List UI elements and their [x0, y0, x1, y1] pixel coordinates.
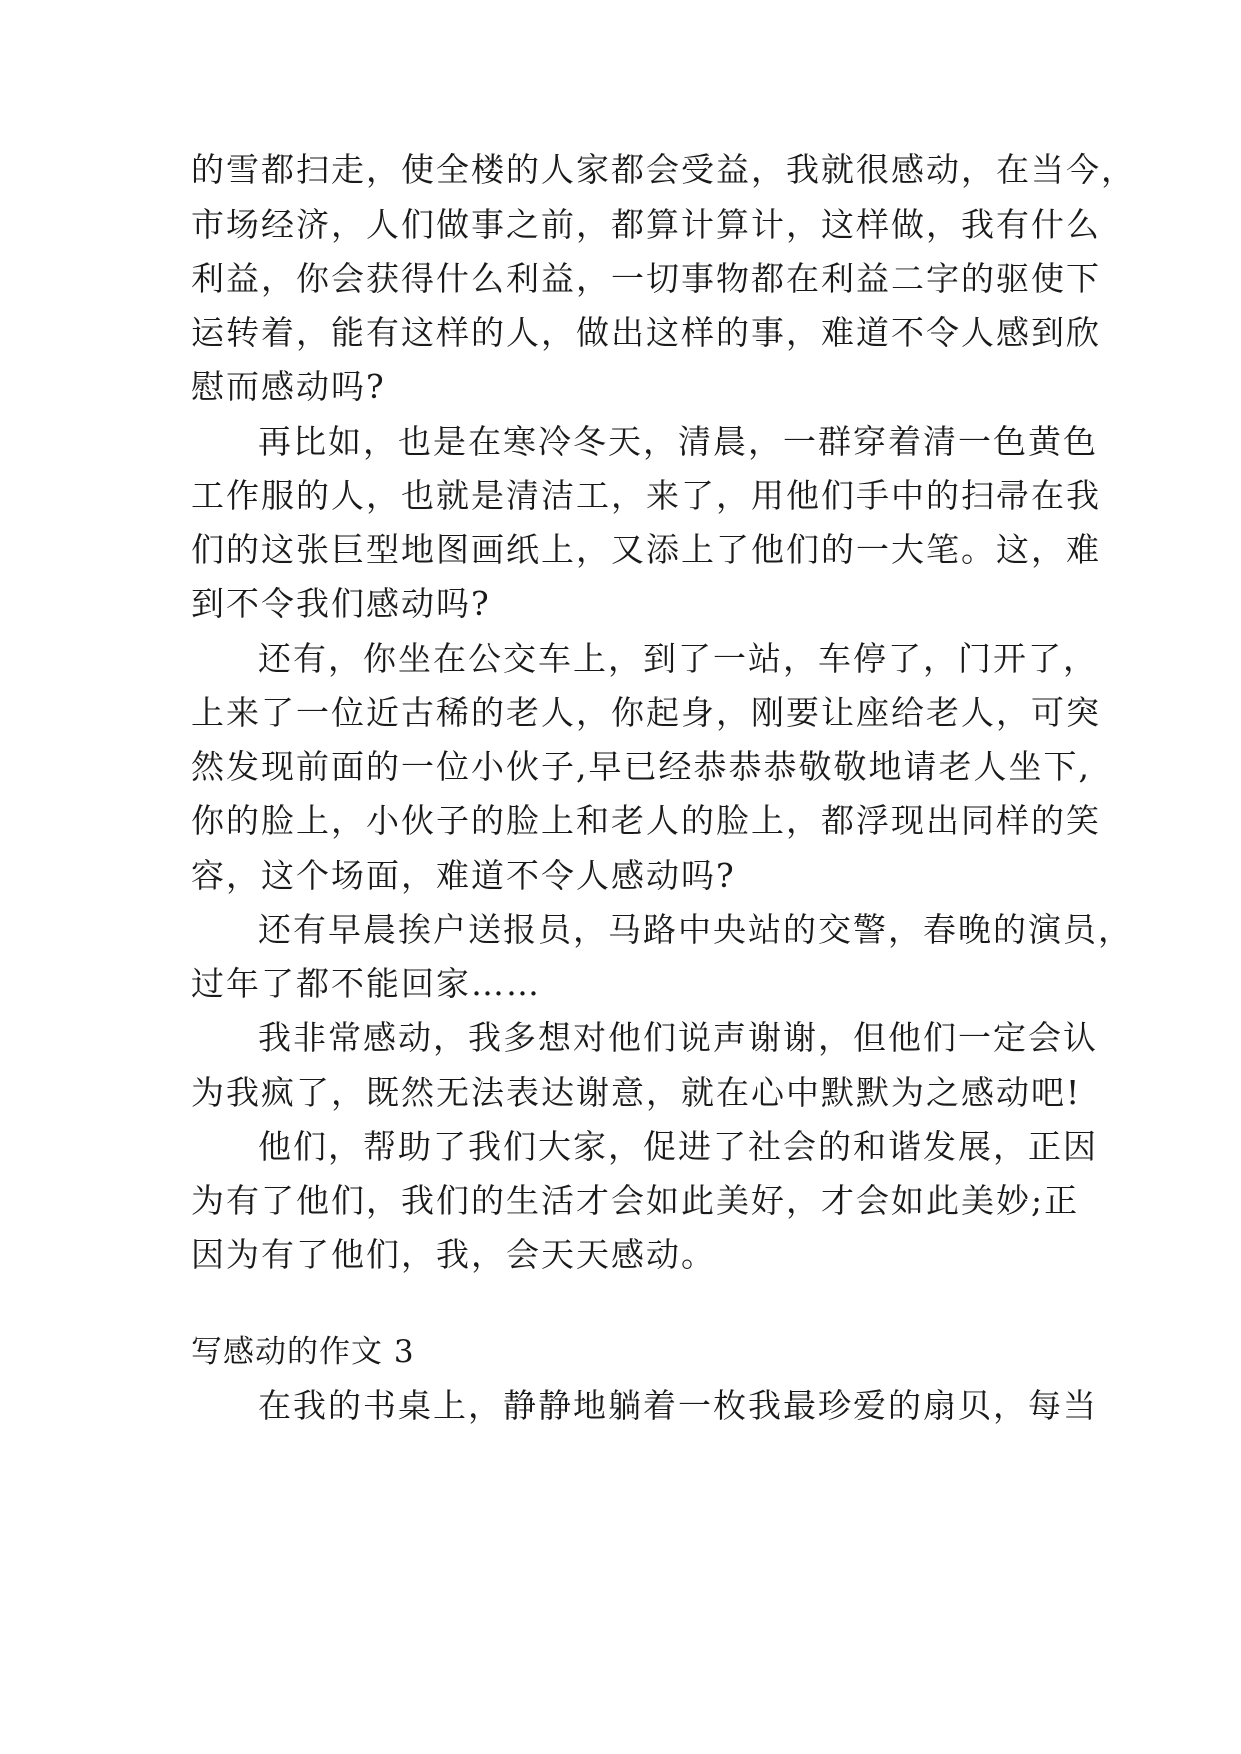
paragraph-line: 还有，你坐在公交车上，到了一站，车停了，门开了， [258, 639, 1098, 678]
paragraph-line: 们的这张巨型地图画纸上，又添上了他们的一大笔。这，难 [191, 530, 1101, 569]
section-heading: 写感动的作文 3 [191, 1334, 415, 1370]
paragraph-line: 他们，帮助了我们大家，促进了社会的和谐发展，正因 [258, 1127, 1098, 1166]
paragraph-line: 然发现前面的一位小伙子,早已经恭恭恭敬敬地请老人坐下, [191, 747, 1091, 786]
paragraph-line: 为有了他们，我们的生活才会如此美好，才会如此美妙;正 [191, 1181, 1080, 1220]
paragraph-line: 到不令我们感动吗? [191, 584, 491, 623]
paragraph-line: 上来了一位近古稀的老人，你起身，刚要让座给老人，可突 [191, 693, 1101, 732]
paragraph-line: 过年了都不能回家…… [191, 964, 541, 1003]
paragraph-line: 你的脸上，小伙子的脸上和老人的脸上，都浮现出同样的笑 [191, 801, 1101, 840]
paragraph-line: 还有早晨挨户送报员，马路中央站的交警，春晚的演员， [258, 910, 1133, 949]
paragraph-line: 工作服的人，也就是清洁工，来了，用他们手中的扫帚在我 [191, 476, 1101, 515]
paragraph-line: 容，这个场面，难道不令人感动吗? [191, 856, 736, 895]
paragraph-line: 运转着，能有这样的人，做出这样的事，难道不令人感到欣 [191, 313, 1101, 352]
paragraph-line: 我非常感动，我多想对他们说声谢谢，但他们一定会认 [258, 1018, 1098, 1057]
paragraph-line: 再比如，也是在寒冷冬天，清晨，一群穿着清一色黄色 [258, 422, 1098, 461]
paragraph-line: 为我疯了，既然无法表达谢意，就在心中默默为之感动吧! [191, 1073, 1082, 1112]
paragraph-line: 因为有了他们，我，会天天感动。 [191, 1235, 716, 1274]
paragraph-line: 慰而感动吗? [191, 367, 386, 406]
paragraph-line: 在我的书桌上，静静地躺着一枚我最珍爱的扇贝，每当 [258, 1386, 1098, 1425]
paragraph-line: 的雪都扫走，使全楼的人家都会受益，我就很感动，在当今， [191, 150, 1136, 189]
paragraph-line: 利益，你会获得什么利益，一切事物都在利益二字的驱使下 [191, 259, 1101, 298]
paragraph-line: 市场经济，人们做事之前，都算计算计，这样做，我有什么 [191, 205, 1101, 244]
